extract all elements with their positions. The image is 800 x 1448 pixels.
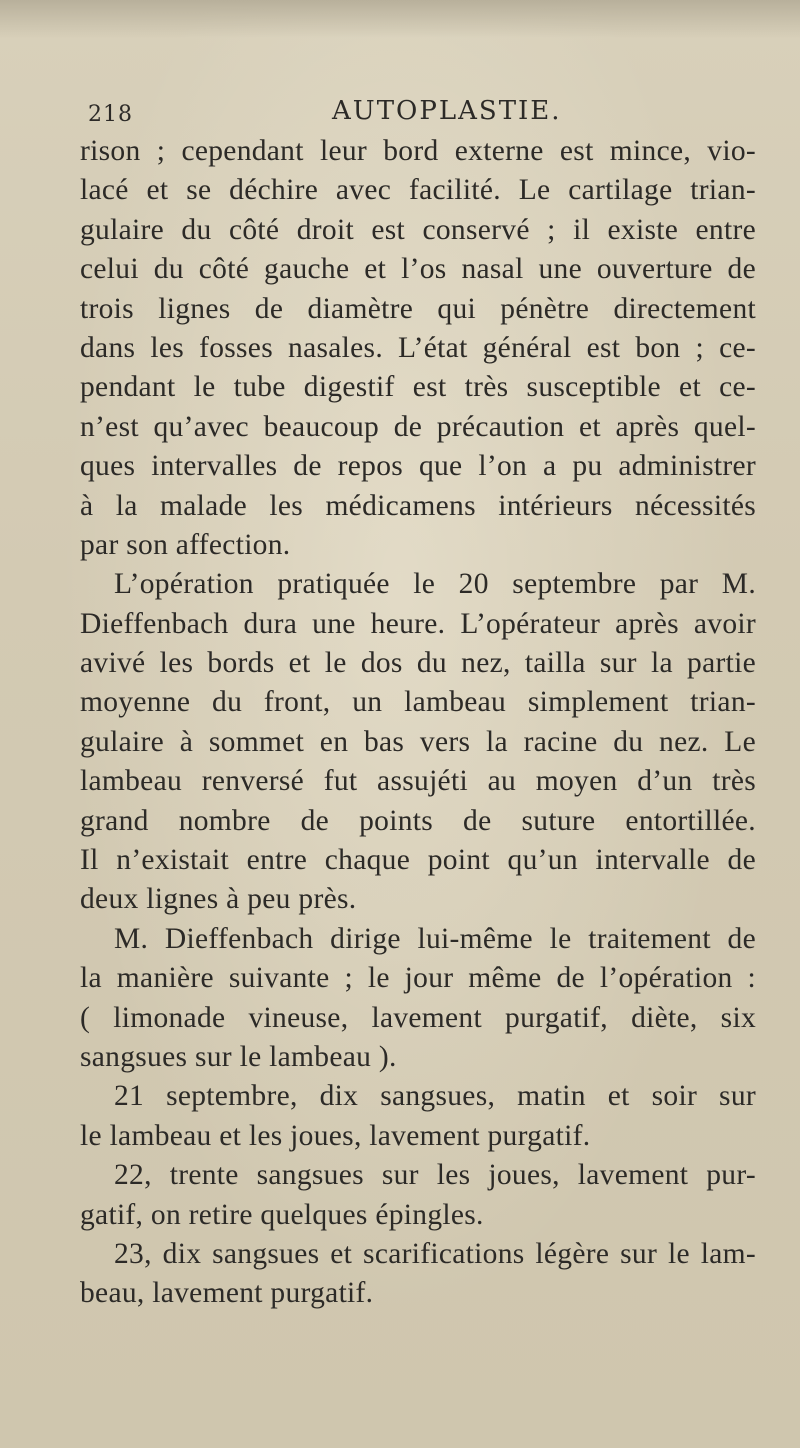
text-line: n’est qu’avec beaucoup de précaution et après quel- <box>80 410 756 443</box>
text-line: dans les fosses nasales. L’état général est bon ; ce- <box>80 331 756 364</box>
text-line: deux lignes à peu près. <box>80 883 357 916</box>
text-line: gatif, on retire quelques épingles. <box>80 1198 484 1231</box>
text-line: beau, lavement purgatif. <box>80 1277 374 1310</box>
running-title: AUTOPLASTIE. <box>332 96 562 126</box>
text-line: Dieffenbach dura une heure. L’opérateur après avoir <box>80 607 756 640</box>
text-line: sangsues sur le lambeau ). <box>80 1040 397 1073</box>
text-line: à la malade les médicamens intérieurs nécessités <box>80 489 756 522</box>
text-line: celui du côté gauche et l’os nasal une ouverture de <box>80 253 756 286</box>
text-line: par son affection. <box>80 528 291 561</box>
text-line: lacé et se déchire avec facilité. Le cartilage trian- <box>80 174 756 207</box>
text-line: gulaire du côté droit est conservé ; il existe entre <box>80 213 756 246</box>
text-line: pendant le tube digestif est très susceptible et ce- <box>80 371 756 404</box>
text-line: la manière suivante ; le jour même de l’opération : <box>80 962 756 995</box>
text-line: gulaire à sommet en bas vers la racine du nez. Le <box>80 725 756 758</box>
text-line: avivé les bords et le dos du nez, tailla sur la partie <box>80 647 756 680</box>
text-line: rison ; cependant leur bord externe est mince, vio- <box>80 135 756 167</box>
page-number: 218 <box>88 102 133 127</box>
text-line: Il n’existait entre chaque point qu’un intervalle de <box>80 844 756 877</box>
running-head <box>88 96 740 132</box>
text-line: le lambeau et les joues, lavement purgatif. <box>80 1119 591 1152</box>
text-line: grand nombre de points de suture entortillée. <box>80 804 756 837</box>
text-line: ( limonade vineuse, lavement purgatif, diète, six <box>80 1001 756 1034</box>
text-line: lambeau renversé fut assujéti au moyen d’un très <box>80 765 756 798</box>
text-line: 21 septembre, dix sangsues, matin et soir sur <box>114 1080 756 1113</box>
text-line: M. Dieffenbach dirige lui-même le traitement de <box>114 922 756 955</box>
text-line: L’opération pratiquée le 20 septembre par M. <box>114 568 756 601</box>
text-line: ques intervalles de repos que l’on a pu administrer <box>80 450 756 483</box>
page-top-shadow <box>0 0 800 38</box>
text-line: 23, dix sangsues et scarifications légère sur le lam- <box>114 1237 756 1270</box>
text-line: trois lignes de diamètre qui pénètre directement <box>80 292 756 325</box>
text-line: moyenne du front, un lambeau simplement trian- <box>80 686 756 719</box>
body-text <box>80 132 756 1314</box>
text-line: 22, trente sangsues sur les joues, lavement pur- <box>114 1159 756 1192</box>
